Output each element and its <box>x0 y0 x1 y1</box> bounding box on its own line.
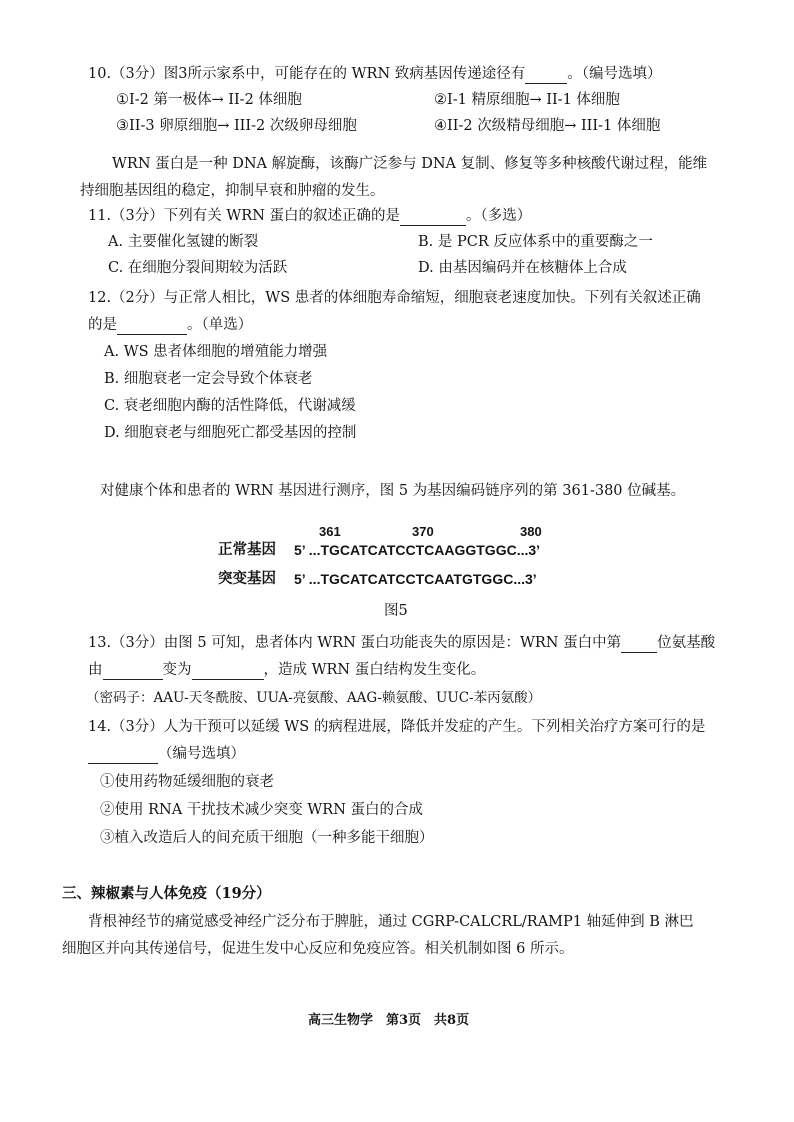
q11-option-a: A. 主要催化氢键的断裂 <box>108 234 259 250</box>
q13-prefix: 13.（3分）由图 5 可知，患者体内 WRN 蛋白功能丧失的原因是：WRN 蛋白中第 <box>88 635 622 651</box>
q12-suffix: 。（单选） <box>187 317 253 333</box>
q13-stem-line-1 <box>88 633 715 653</box>
q10-option-3: ③II-3 卵原细胞→ III-2 次级卵母细胞 <box>116 118 357 134</box>
q11-option-d: D. 由基因编码并在核糖体上合成 <box>418 260 627 276</box>
q13-stem-line-2 <box>88 660 485 680</box>
q14-answer-blank[interactable] <box>88 747 158 764</box>
q11-suffix: 。（多选） <box>466 208 532 224</box>
mutant-gene-label: 突变基因 <box>218 570 276 587</box>
position-380-label: 380 <box>520 524 542 539</box>
q12-stem-line-1: 12.（2分）与正常人相比，WS 患者的体细胞寿命缩短，细胞衰老速度加快。下列有关叙述正确 <box>88 290 701 306</box>
position-370-label: 370 <box>412 524 434 539</box>
q13-position-blank[interactable] <box>621 636 657 653</box>
codon-table-note: （密码子：AAU-天冬酰胺、UUA-亮氨酸、AAG-赖氨酸、UUC-苯丙氨酸） <box>86 690 542 706</box>
q12-option-a: A. WS 患者体细胞的增殖能力增强 <box>104 344 328 360</box>
section-3-intro-line-1: 背根神经节的痛觉感受神经广泛分布于脾脏，通过 CGRP-CALCRL/RAMP1 轴延伸到 B 淋巴 <box>88 914 694 930</box>
q11-option-c: C. 在细胞分裂间期较为活跃 <box>108 260 288 276</box>
wrn-intro-line-1: WRN 蛋白是一种 DNA 解旋酶，该酶广泛参与 DNA 复制、修复等多种核酸代谢过程，能维 <box>112 156 708 172</box>
wrn-intro-line-2: 持细胞基因组的稳定，抑制早衰和肿瘤的发生。 <box>80 183 385 199</box>
q12-option-d: D. 细胞衰老与细胞死亡都受基因的控制 <box>104 425 357 441</box>
q13-tail: ，造成 WRN 蛋白结构发生变化。 <box>263 662 486 678</box>
q13-to-label: 变为 <box>162 662 192 678</box>
position-361-label: 361 <box>319 524 341 539</box>
q11-text: 11.（3分）下列有关 WRN 蛋白的叙述正确的是 <box>88 208 401 224</box>
q14-option-1: ①使用药物延缓细胞的衰老 <box>100 774 274 790</box>
q10-answer-blank[interactable] <box>525 67 567 84</box>
section-3-intro-line-2: 细胞区并向其传递信号，促进生发中心反应和免疫应答。相关机制如图 6 所示。 <box>62 941 574 957</box>
q11-option-b: B. 是 PCR 反应体系中的重要酶之一 <box>418 234 653 250</box>
q13-original-amino-acid-blank[interactable] <box>103 663 163 680</box>
q14-option-2: ②使用 RNA 干扰技术减少突变 WRN 蛋白的合成 <box>100 802 424 818</box>
q10-option-4: ④II-2 次级精母细胞→ III-1 体细胞 <box>434 118 661 134</box>
q14-stem-line-2 <box>88 744 245 764</box>
q14-suffix: （编号选填） <box>158 746 245 762</box>
q11-answer-blank[interactable] <box>400 209 466 226</box>
section-3-heading: 三、辣椒素与人体免疫（19分） <box>62 885 271 902</box>
q10-option-1: ①I-2 第一极体→ II-2 体细胞 <box>116 92 302 108</box>
q12-option-b: B. 细胞衰老一定会导致个体衰老 <box>104 371 313 387</box>
q10-stem <box>88 64 662 84</box>
q13-from-label: 由 <box>88 662 103 678</box>
q14-option-3: ③植入改造后人的间充质干细胞（一种多能干细胞） <box>100 830 434 846</box>
mutant-gene-sequence: 5’ ...TGCATCATCCTCAATGTGGC...3’ <box>294 571 537 587</box>
q10-option-2: ②I-1 精原细胞→ II-1 体细胞 <box>434 92 620 108</box>
sequence-intro: 对健康个体和患者的 WRN 基因进行测序，图 5 为基因编码链序列的第 361-380 位碱基。 <box>100 483 686 499</box>
figure-5-caption: 图5 <box>384 603 408 619</box>
q14-stem-line-1: 14.（3分）人为干预可以延缓 WS 的病程进展，降低并发症的产生。下列相关治疗方案可行的是 <box>88 719 706 735</box>
normal-gene-sequence: 5’ ...TGCATCATCCTCAAGGTGGC...3’ <box>294 542 541 558</box>
q12-stem-line-2 <box>88 315 252 335</box>
q12-option-c: C. 衰老细胞内酶的活性降低，代谢减缓 <box>104 398 356 414</box>
q11-stem <box>88 206 531 226</box>
page-footer: 高三生物学 第3页 共8页 <box>308 1013 470 1028</box>
q12-answer-blank[interactable] <box>117 318 187 335</box>
q13-mutant-amino-acid-blank[interactable] <box>192 663 264 680</box>
q10-suffix: 。（编号选填） <box>567 66 662 82</box>
normal-gene-label: 正常基因 <box>218 541 276 558</box>
q12-prefix: 的是 <box>88 317 117 333</box>
q13-suffix: 位氨基酸 <box>657 635 716 651</box>
q10-text: 10.（3分）图3所示家系中，可能存在的 WRN 致病基因传递途径有 <box>88 66 526 82</box>
